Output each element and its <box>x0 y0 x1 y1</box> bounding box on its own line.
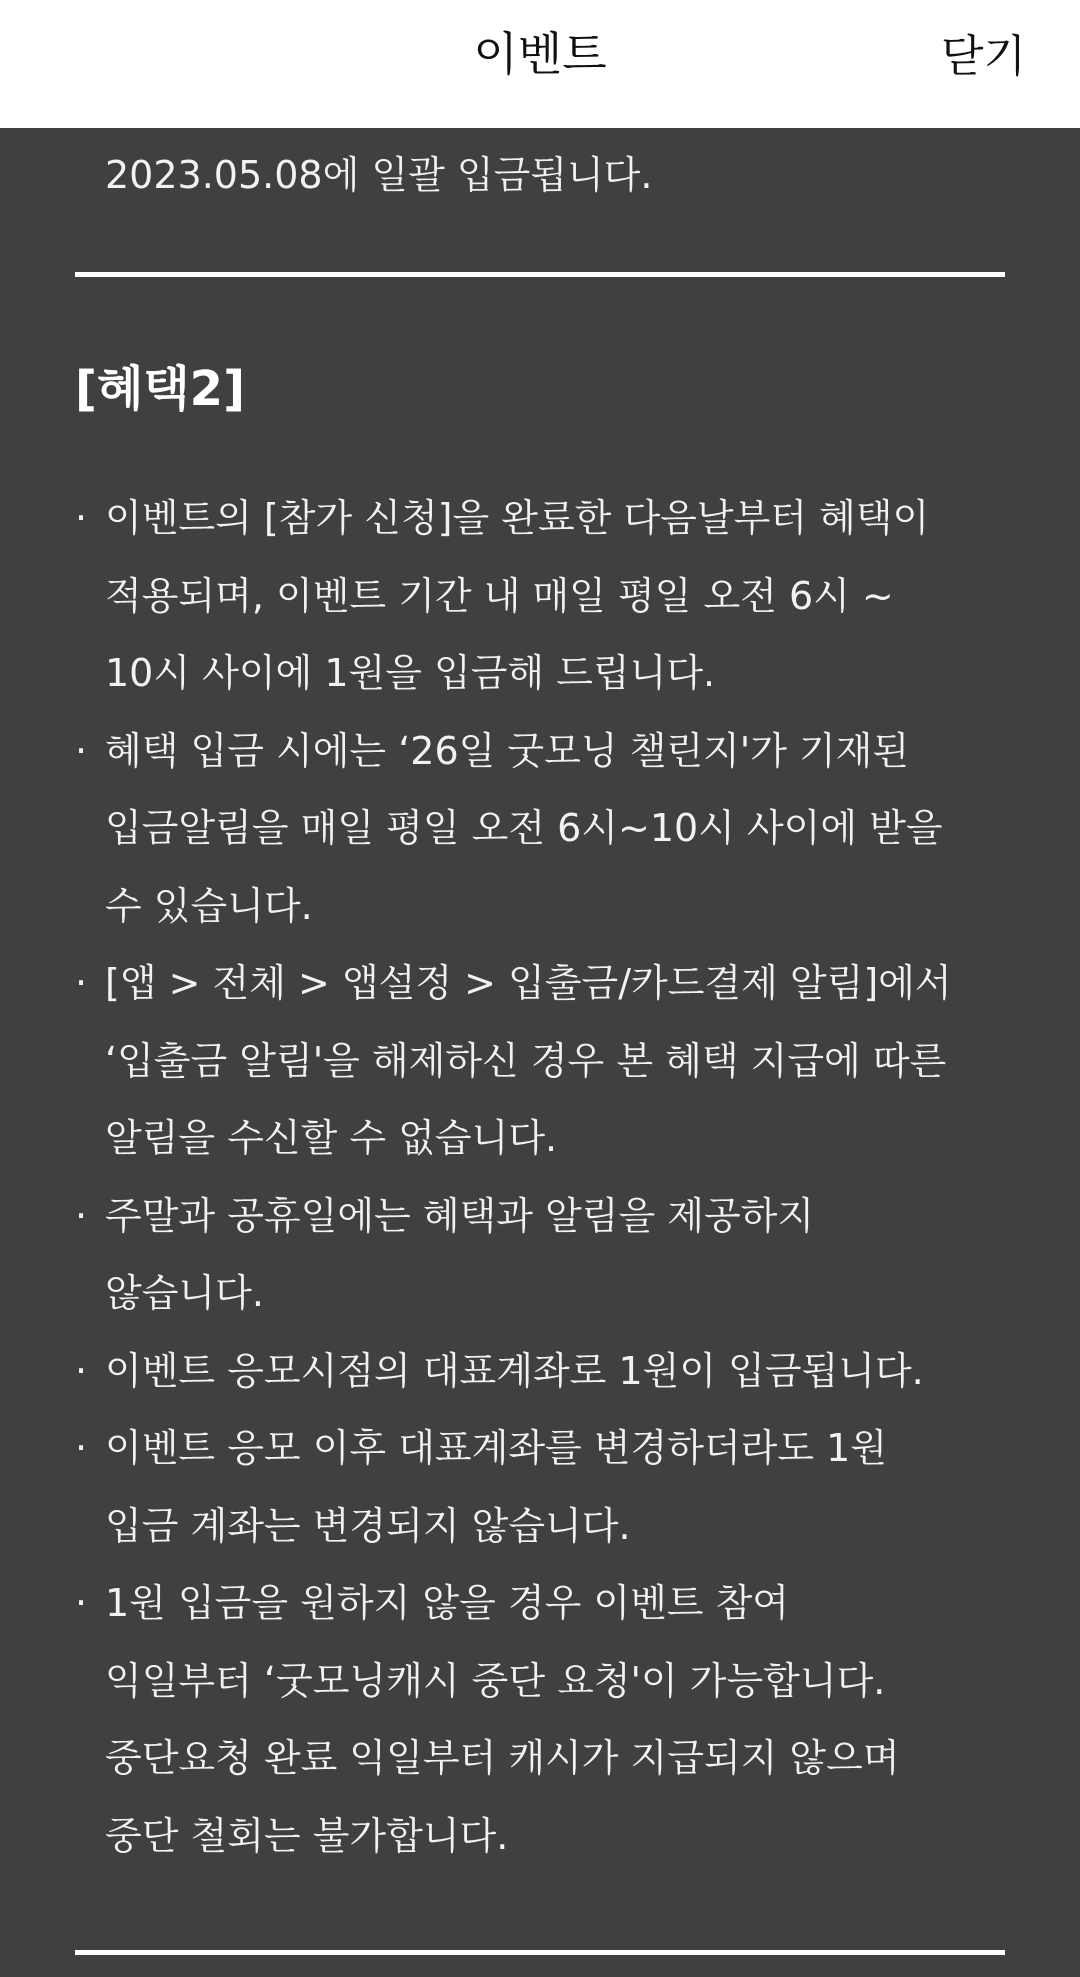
list-item-text: 1원 입금을 원하지 않을 경우 이벤트 참여 익일부터 ‘굿모닝캐시 중단 요청'이 가능합니다. 중단요청 완료 익일부터 캐시가 지급되지 않으며 중단 철회는 불가합니다. <box>105 1581 900 1858</box>
close-button[interactable]: 닫기 <box>940 31 1026 82</box>
page-title: 이벤트 <box>473 27 607 81</box>
list-item <box>75 1178 1010 1333</box>
bullet-marker: · <box>75 496 88 540</box>
list-item-text: 이벤트 응모 이후 대표계좌를 변경하더라도 1원 입금 계좌는 변경되지 않습니다. <box>105 1426 888 1548</box>
list-item <box>75 1410 1010 1565</box>
list-item <box>75 1333 1010 1411</box>
previous-section-text: 2023.05.08에 일괄 입금됩니다. <box>105 153 653 197</box>
list-item-text: 이벤트 응모시점의 대표계좌로 1원이 입금됩니다. <box>105 1348 924 1393</box>
list-item-text: [앱 > 전체 > 앱설정 > 입출금/카드결제 알림]에서 ‘입출금 알림'을 해제하신 경우 본 혜택 지급에 따른 알림을 수신할 수 없습니다. <box>105 961 952 1160</box>
bullet-marker: · <box>75 1193 88 1238</box>
section-title: [혜택2] <box>75 361 246 417</box>
bullet-marker: · <box>75 961 88 1005</box>
section-divider-top <box>75 272 1005 277</box>
list-item-text: 주말과 공휴일에는 혜택과 알림을 제공하지 않습니다. <box>105 1193 815 1315</box>
event-content <box>0 128 1080 1977</box>
list-item-text: 이벤트의 [참가 신청]을 완료한 다음날부터 혜택이 적용되며, 이벤트 기간 내 매일 평일 오전 6시 ~ 10시 사이에 1원을 입금해 드립니다. <box>105 496 930 695</box>
list-item <box>75 713 1010 946</box>
bullet-marker: · <box>75 1426 88 1470</box>
bullet-marker: · <box>75 1348 88 1393</box>
top-bar <box>0 0 1080 128</box>
benefit-list <box>75 480 1010 1875</box>
bullet-marker: · <box>75 728 88 773</box>
list-item <box>75 480 1010 713</box>
list-item-text: 혜택 입금 시에는 ‘26일 굿모닝 챌린지'가 기재된 입금알림을 매일 평일 오전 6시~10시 사이에 받을 수 있습니다. <box>105 728 943 928</box>
bullet-marker: · <box>75 1581 88 1625</box>
list-item <box>75 1565 1010 1875</box>
section-divider-bottom <box>75 1950 1005 1955</box>
list-item <box>75 945 1010 1178</box>
